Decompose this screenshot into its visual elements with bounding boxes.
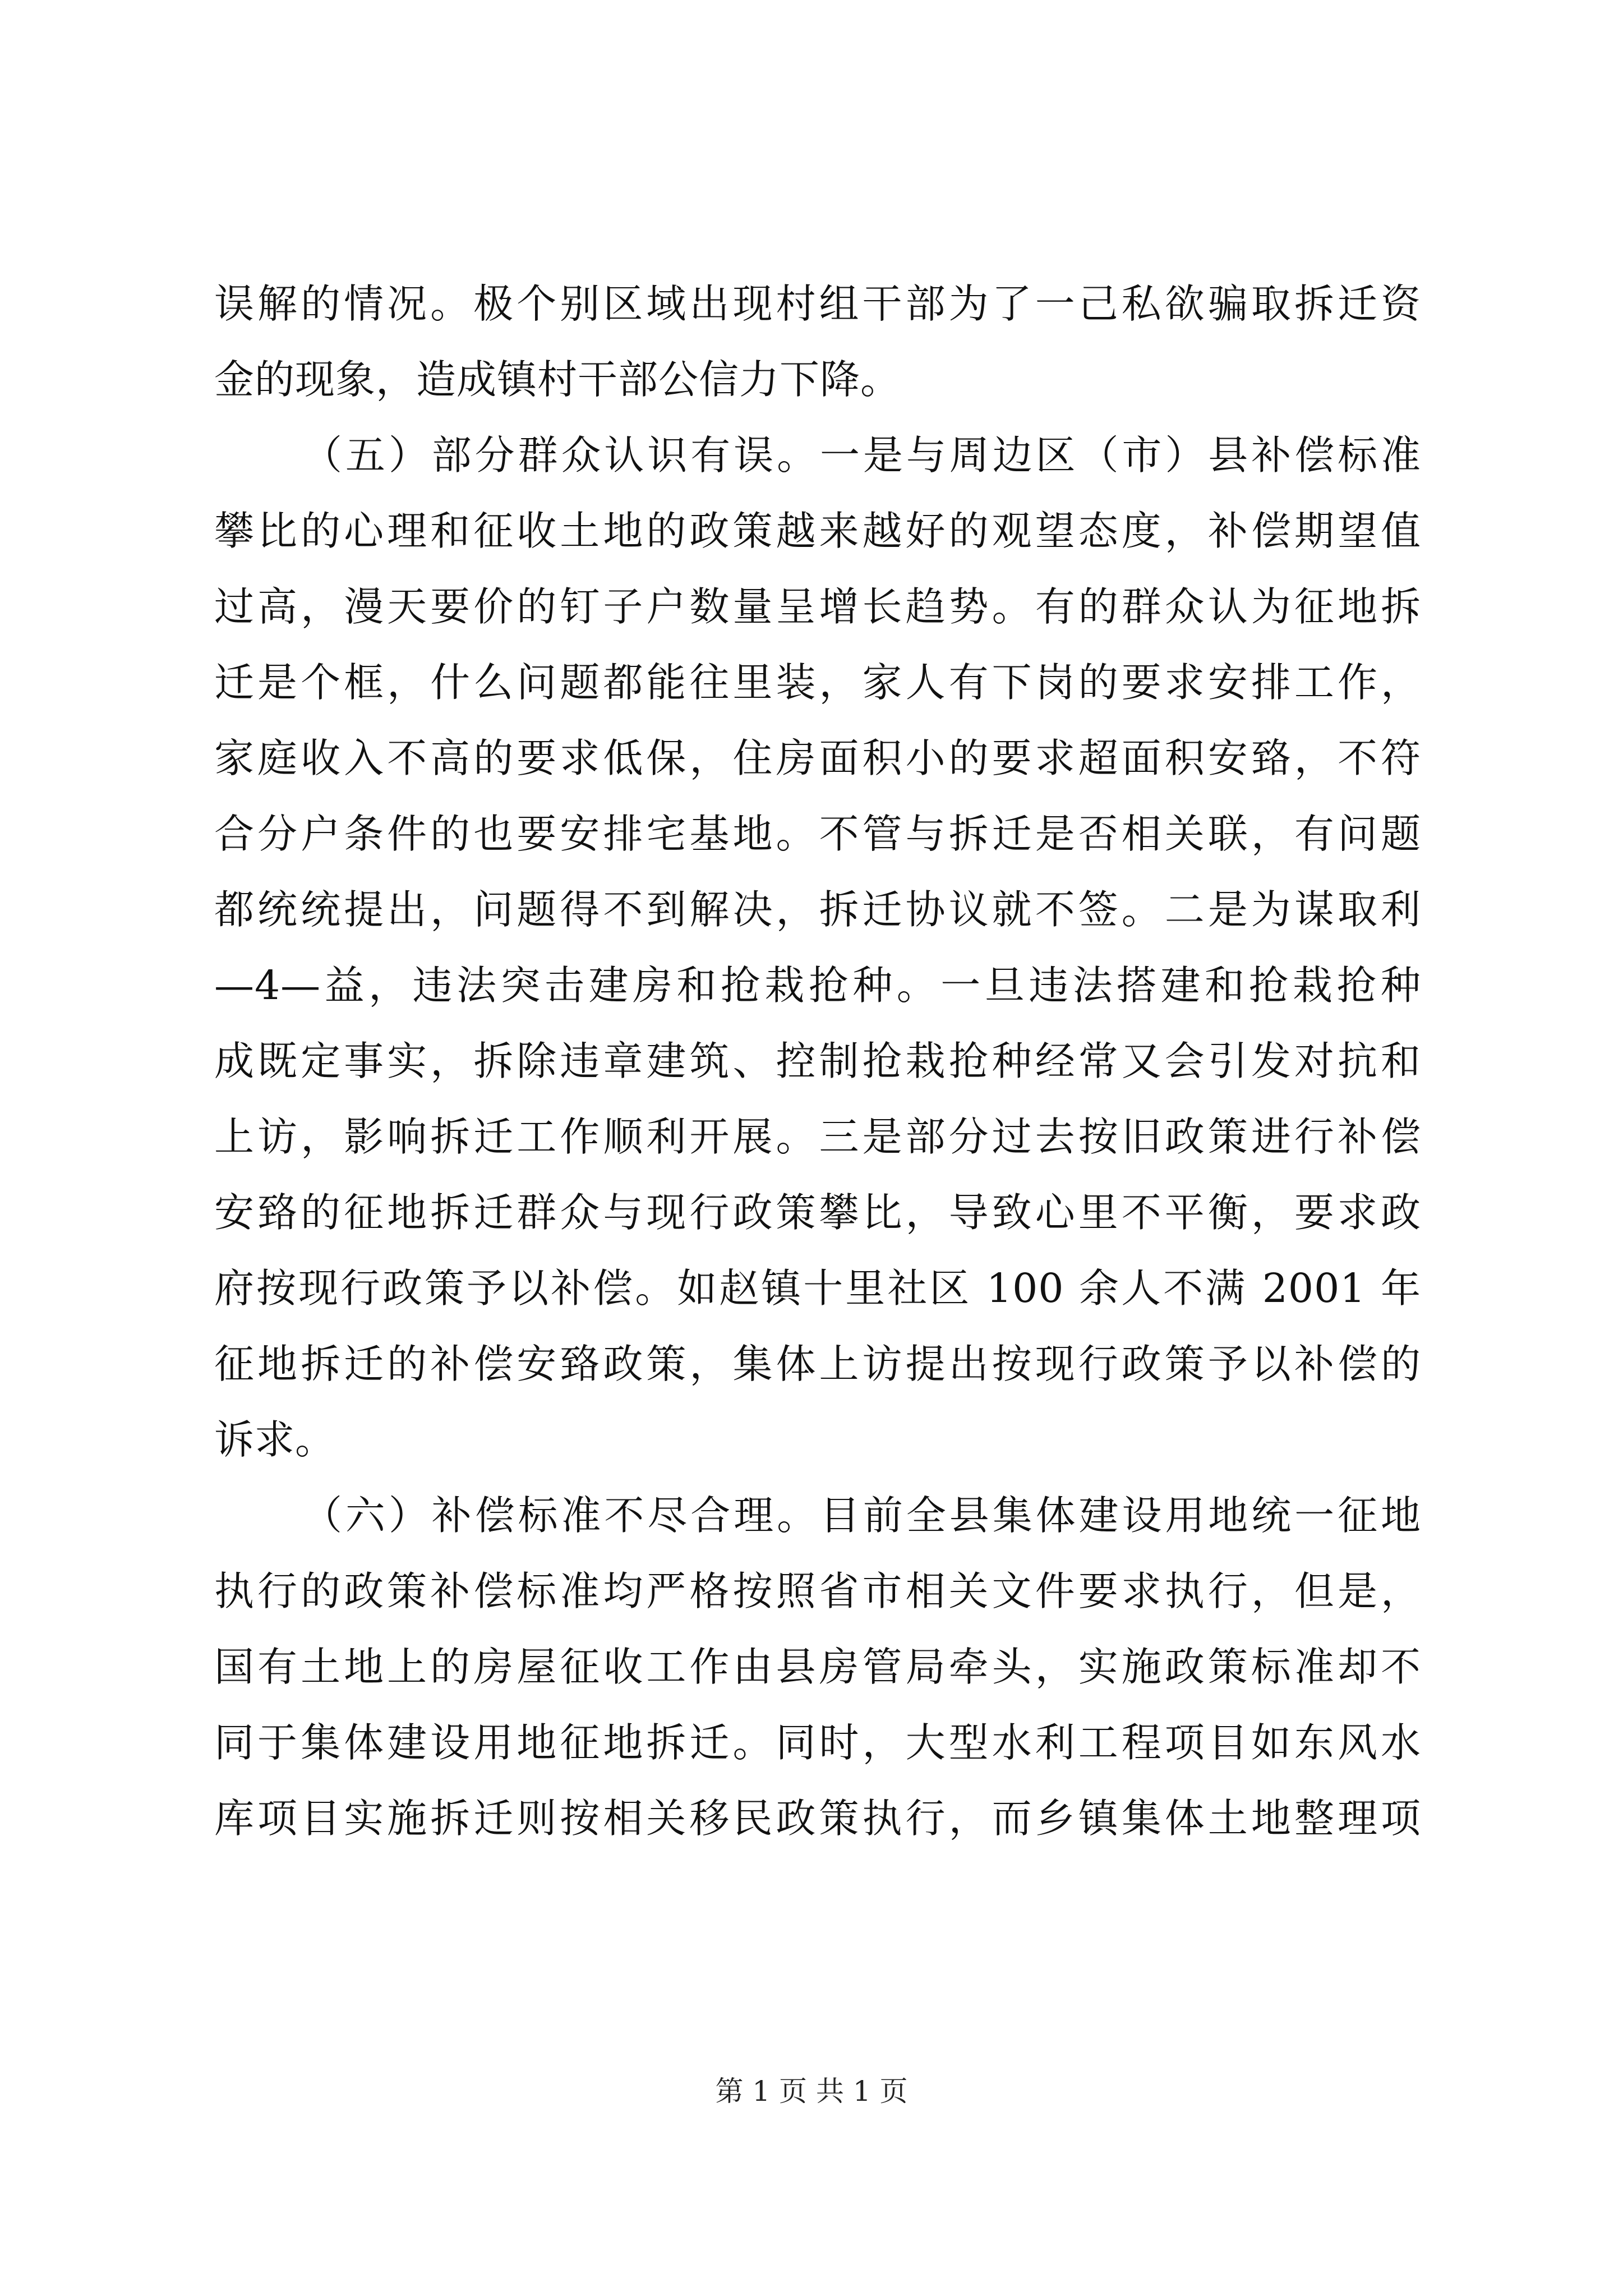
text-line: 过高，漫天要价的钉子户数量呈增长趋势。有的群众认为征地拆: [214, 583, 1421, 630]
page-number-footer: 第 1 页 共 1 页: [715, 2075, 908, 2108]
text-line: 国有土地上的房屋征收工作由县房管局牵头，实施政策标准却不: [214, 1644, 1421, 1690]
text-line: 成既定事实，拆除违章建筑、控制抢栽抢种经常又会引发对抗和: [214, 1038, 1421, 1084]
text-line: 库项目实施拆迁则按相关移民政策执行，而乡镇集体土地整理项: [214, 1795, 1421, 1842]
text-line: 误解的情况。极个别区域出现村组干部为了一己私欲骗取拆迁资: [214, 280, 1421, 327]
text-line: 攀比的心理和征收土地的政策越来越好的观望态度，补偿期望值: [214, 508, 1421, 554]
text-line: 家庭收入不高的要求低保，住房面积小的要求超面积安臵，不符: [214, 735, 1421, 781]
text-line: 同于集体建设用地征地拆迁。同时，大型水利工程项目如东风水: [214, 1719, 1421, 1766]
text-line: —4—益，违法突击建房和抢栽抢种。一旦违法搭建和抢栽抢种: [214, 962, 1421, 1009]
text-line: 上访，影响拆迁工作顺利开展。三是部分过去按旧政策进行补偿: [214, 1114, 1421, 1160]
text-line: 安臵的征地拆迁群众与现行政策攀比，导致心里不平衡，要求政: [214, 1189, 1421, 1236]
text-line: 诉求。: [214, 1416, 336, 1463]
paragraph-heading-line: （五）部分群众认识有误。一是与周边区（市）县补偿标准: [302, 432, 1421, 478]
text-line: 执行的政策补偿标准均严格按照省市相关文件要求执行，但是，: [214, 1568, 1421, 1614]
text-line: 都统统提出，问题得不到解决，拆迁协议就不签。二是为谋取利: [214, 886, 1421, 933]
text-line: 金的现象，造成镇村干部公信力下降。: [214, 356, 901, 403]
text-line: 府按现行政策予以补偿。如赵镇十里社区 100 余人不满 2001 年: [214, 1265, 1421, 1312]
body-text: [214, 266, 1421, 1856]
text-line: 征地拆迁的补偿安臵政策，集体上访提出按现行政策予以补偿的: [214, 1341, 1421, 1387]
text-line: 合分户条件的也要安排宅基地。不管与拆迁是否相关联，有问题: [214, 811, 1421, 857]
paragraph-heading-line: （六）补偿标准不尽合理。目前全县集体建设用地统一征地: [302, 1492, 1421, 1539]
text-line: 迁是个框，什么问题都能往里装，家人有下岗的要求安排工作，: [214, 659, 1421, 706]
